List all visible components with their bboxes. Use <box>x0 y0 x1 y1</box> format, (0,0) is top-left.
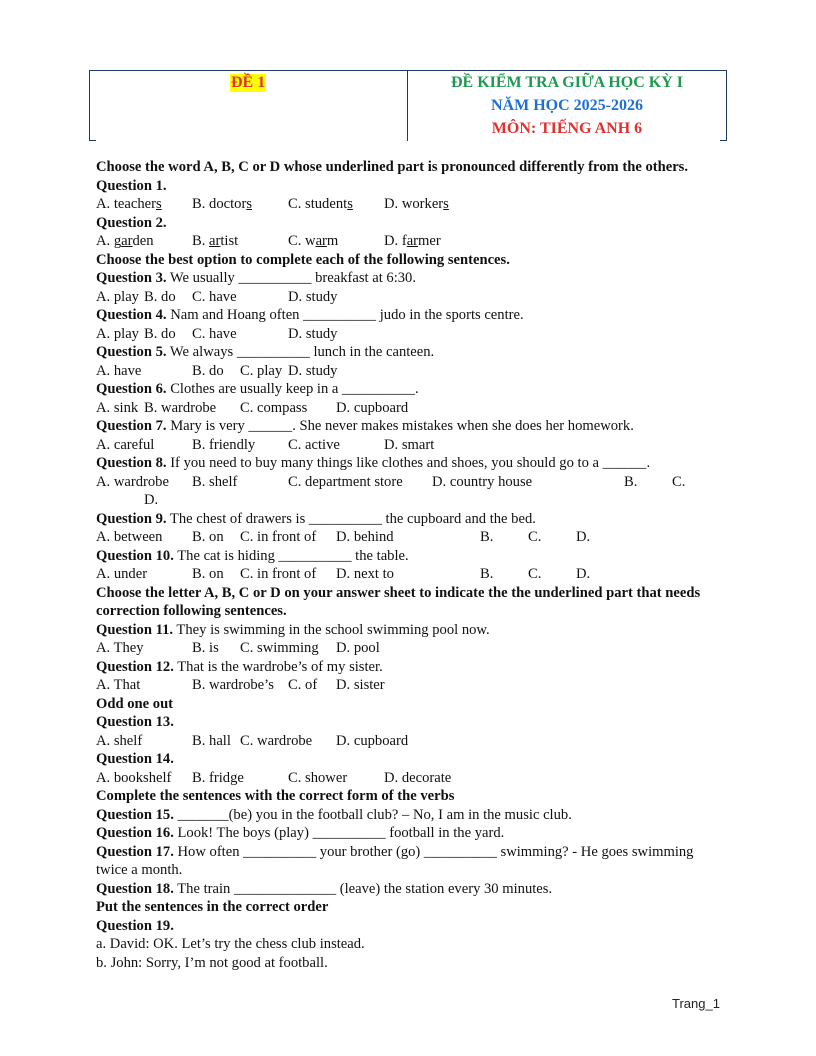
exam-content <box>96 158 726 972</box>
question-8-options: A. wardrobe B. shelf C. department store D. country house B. C. <box>96 473 686 490</box>
option-d: D. farmer <box>384 233 441 249</box>
question-2-options <box>96 232 726 251</box>
section-odd-one-out: Odd one out <box>96 695 174 712</box>
question-1-options <box>96 195 726 214</box>
school-year: NĂM HỌC 2025-2026 <box>491 97 643 114</box>
question-7: Question 7. Mary is very ______. She never makes mistakes when she does her homework. <box>96 418 634 434</box>
question-8-options-cont: D. <box>144 492 159 508</box>
section-verb-forms: Complete the sentences with the correct form of the verbs <box>96 788 455 804</box>
question-2-label: Question 2. <box>96 214 167 231</box>
question-10-options: A. under B. on C. in front of D. next to B. C. D. <box>96 566 591 582</box>
question-6: Question 6. Clothes are usually keep in a __________. <box>96 381 419 397</box>
question-4-options: A. play B. do C. have D. study <box>96 325 338 342</box>
question-6-options: A. sink B. wardrobe C. compass D. cupboard <box>96 399 409 416</box>
question-3-options: A. play B. do C. have D. study <box>96 288 338 305</box>
section-order: Put the sentences in the correct order <box>96 899 329 915</box>
question-1-label: Question 1. <box>96 177 167 194</box>
question-14-label: Question 14. <box>96 751 174 767</box>
section-error-correction: Choose the letter A, B, C or D on your answer sheet to indicate the the underlined part that needs correction following sentences. <box>96 584 701 619</box>
question-12-options: A. That B. wardrobe’s C. of D. sister <box>96 677 385 693</box>
question-5-options: A. have B. do C. play D. study <box>96 362 338 379</box>
header-table <box>89 70 727 141</box>
exam-code: ĐỀ 1 <box>231 74 266 91</box>
question-10: Question 10. The cat is hiding __________ the table. <box>96 547 409 564</box>
option-c: C. students <box>288 196 353 212</box>
section-best-option: Choose the best option to complete each of the following sentences. <box>96 251 510 268</box>
option-c: C. warm <box>288 233 339 249</box>
question-15: Question 15. _______(be) you in the football club? – No, I am in the music club. <box>96 806 572 823</box>
question-12: Question 12. That is the wardrobe’s of my sister. <box>96 658 383 675</box>
question-4: Question 4. Nam and Hoang often __________ judo in the sports centre. <box>96 307 524 323</box>
table-corner-right <box>720 140 727 141</box>
question-18: Question 18. The train ______________ (leave) the station every 30 minutes. <box>96 880 553 897</box>
question-11-options: A. They B. is C. swimming D. pool <box>96 640 380 656</box>
option-b: B. artist <box>192 233 239 249</box>
question-17: Question 17. How often __________ your brother (go) __________ swimming? - He goes swimming twice a month. <box>96 843 694 878</box>
question-8: Question 8. If you need to buy many things like clothes and shoes, you should go to a ______. <box>96 455 651 471</box>
question-19-line-a: a. David: OK. Let’s try the chess club instead. <box>96 936 365 952</box>
question-3: Question 3. We usually __________ breakfast at 6:30. <box>96 270 416 286</box>
option-a: A. teachers <box>96 196 162 212</box>
question-9-options: A. between B. on C. in front of D. behind B. C. D. <box>96 529 591 545</box>
question-9: Question 9. The chest of drawers is __________ the cupboard and the bed. <box>96 510 536 527</box>
question-19-label: Question 19. <box>96 917 174 934</box>
section-pronunciation: Choose the word A, B, C or D whose underlined part is pronounced differently from the others. <box>96 159 689 175</box>
table-border-left <box>89 71 90 141</box>
option-b: B. doctors <box>192 196 253 212</box>
table-corner-left <box>89 140 96 141</box>
question-14-options: A. bookshelf B. fridge C. shower D. decorate <box>96 769 452 786</box>
subject: MÔN: TIẾNG ANH 6 <box>491 120 643 137</box>
question-11: Question 11. They is swimming in the school swimming pool now. <box>96 621 490 638</box>
question-16: Question 16. Look! The boys (play) __________ football in the yard. <box>96 825 505 841</box>
question-7-options: A. careful B. friendly C. active D. smart <box>96 436 435 453</box>
page-number: Trang_1 <box>672 996 720 1011</box>
exam-title: ĐỀ KIỂM TRA GIỮA HỌC KỲ I <box>450 74 684 91</box>
question-5: Question 5. We always __________ lunch in the canteen. <box>96 344 435 360</box>
question-13-label: Question 13. <box>96 714 174 730</box>
option-d: D. workers <box>384 196 449 212</box>
question-13-options: A. shelf B. hall C. wardrobe D. cupboard <box>96 732 409 749</box>
option-a: A. garden <box>96 233 154 249</box>
question-19-line-b: b. John: Sorry, I’m not good at football. <box>96 954 328 971</box>
